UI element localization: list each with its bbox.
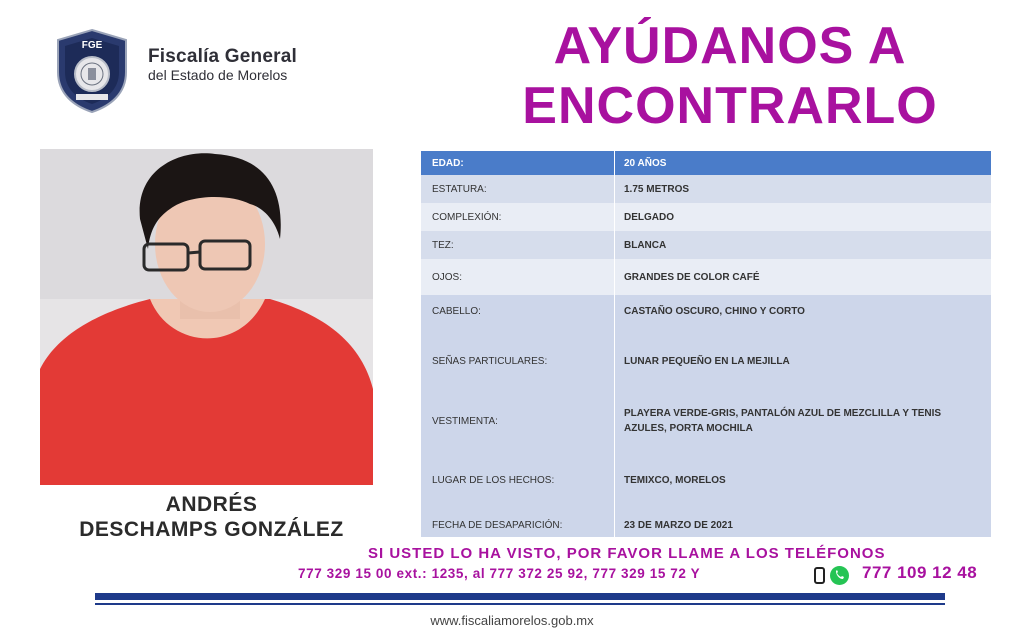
table-value: 23 DE MARZO DE 2021 [614, 513, 991, 537]
table-value: 1.75 METROS [614, 175, 991, 203]
table-row [421, 395, 991, 447]
table-label: ESTATURA: [432, 183, 487, 195]
table-label: FECHA DE DESAPARICIÓN: [432, 519, 563, 531]
table-value: PLAYERA VERDE-GRIS, PANTALÓN AZUL DE MEZCLILLA Y TENIS AZULES, PORTA MOCHILA [614, 395, 991, 447]
description-table [421, 151, 991, 537]
website-link[interactable]: www.fiscaliamorelos.gob.mx [430, 613, 594, 628]
footer-divider [95, 593, 945, 600]
missing-person-photo [40, 149, 373, 485]
person-name-line-1: ANDRÉS [165, 493, 258, 516]
table-row [421, 231, 991, 259]
table-row [421, 295, 991, 327]
table-row [421, 447, 991, 513]
org-subtitle: del Estado de Morelos [148, 67, 288, 83]
table-label: CABELLO: [432, 305, 481, 317]
call-to-action: SI USTED LO HA VISTO, POR FAVOR LLAME A LOS TELÉFONOS [368, 545, 886, 562]
table-value: CASTAÑO OSCURO, CHINO Y CORTO [614, 295, 991, 327]
table-row [421, 175, 991, 203]
phone-icon [814, 567, 825, 584]
table-label: OJOS: [432, 271, 463, 283]
whatsapp-number: 777 109 12 48 [862, 563, 978, 582]
org-title: Fiscalía General [148, 46, 297, 67]
phone-numbers: 777 329 15 00 ext.: 1235, al 777 372 25 92, 777 329 15 72 Y [298, 566, 701, 581]
headline [470, 16, 990, 136]
person-name [40, 492, 383, 542]
table-row [421, 203, 991, 231]
headline-line-2: ENCONTRARLO [522, 77, 938, 135]
table-label: VESTIMENTA: [432, 415, 498, 427]
table-value: 20 AÑOS [614, 151, 991, 175]
table-label: TEZ: [432, 239, 454, 251]
table-row [421, 327, 991, 395]
table-value: GRANDES DE COLOR CAFÉ [614, 259, 991, 295]
table-row-edad [421, 151, 991, 175]
portrait-illustration [40, 149, 373, 485]
table-label: LUGAR DE LOS HECHOS: [432, 474, 555, 486]
shield-text: FGE [81, 40, 103, 51]
table-value: DELGADO [614, 203, 991, 231]
footer-divider-thin [95, 603, 945, 605]
headline-line-1: AYÚDANOS A [553, 17, 907, 75]
table-value: TEMIXCO, MORELOS [614, 447, 991, 513]
table-value: BLANCA [614, 231, 991, 259]
table-row [421, 259, 991, 295]
table-label: EDAD: [432, 157, 464, 169]
table-row [421, 513, 991, 537]
table-label: SEÑAS PARTICULARES: [432, 355, 548, 367]
whatsapp-icon [830, 566, 849, 585]
table-label: COMPLEXIÓN: [432, 211, 502, 223]
person-name-line-2: DESCHAMPS GONZÁLEZ [79, 518, 344, 541]
table-value: LUNAR PEQUEÑO EN LA MEJILLA [614, 327, 991, 395]
